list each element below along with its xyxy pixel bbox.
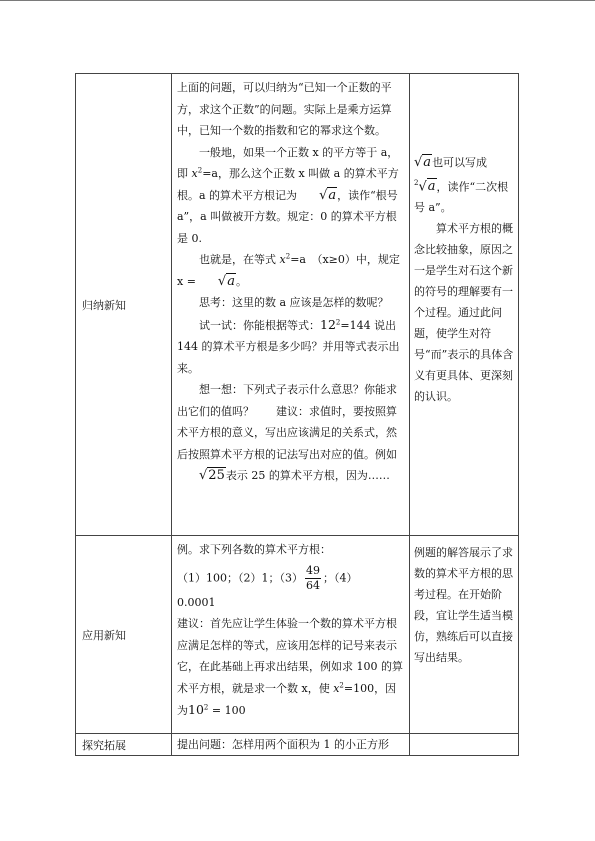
design-note-cell <box>410 74 519 536</box>
sqrt-25-symbol: √25 <box>199 468 225 483</box>
paragraph-think: 思考：这里的数 a 应该是怎样的数呢？ <box>199 296 389 309</box>
row-summarize-new-knowledge <box>76 74 519 536</box>
example-advice: 建议：首先应让学生体验一个数的算术平方根应满足怎样的等式，应该用怎样的记号来表示它，在此基础上再求出结果，例如求 100 的算术平方根，就是求一个数 x，使 $x^2=100$，因为$10^2 = 100$ <box>177 617 403 717</box>
row-label: 应用新知 <box>76 536 172 734</box>
note-explanation: 算术平方根的概念比较抽象，原因之一是学生对石这个新的符号的理解要有一个过程。通过此问题，使学生对符号“而”表示的具体含义有更具体、更深刻的认识。 <box>414 222 514 404</box>
sqrt-a-symbol: √a <box>319 187 337 203</box>
row-apply-new-knowledge <box>76 536 519 734</box>
sqrt-a-symbol: √a <box>217 273 235 289</box>
paragraph-definition: 一般地，如果一个正数 x 的平方等于 a，即 $x^2=a$，那么这个正数 x 叫做 a 的算术平方根。a 的算术平方根记为 √a，读作“根号 a”，a 叫做被开方数。规定：0 的算术平方根是 0. <box>177 145 399 245</box>
example-question: 例。求下列各数的算术平方根： <box>177 543 331 556</box>
paragraph-try: 试一试：你能根据等式：$12^2=144$ 说出 144 的算术平方根是多少吗？并用等式表示出来。 <box>177 316 400 375</box>
page-top-rule <box>0 0 595 1</box>
teaching-content-cell: 提出问题：怎样用两个面积为 1 的小正方形 <box>172 734 410 756</box>
row-label: 探究拓展 <box>76 734 172 756</box>
design-note-cell <box>410 734 519 756</box>
note-notation: √a也可以写成 $^2$√a，读作“二次根号 a”。 <box>414 152 514 218</box>
lesson-plan-table <box>75 73 519 756</box>
square-root-index-symbol: $^2$√a <box>414 179 436 195</box>
note-example: 例题的解答展示了求数的算术平方根的思考过程。在开始阶段，宜让学生适当模仿，熟练后可以直接写出结果。 <box>414 546 513 664</box>
row-explore-extend <box>76 734 519 756</box>
example-items: （1）100；（2）1；（3） $\frac{49}{64}$ ；（4） 0.0001 <box>177 563 358 609</box>
row-label: 归纳新知 <box>76 74 172 536</box>
paragraph-equation: 也就是，在等式 $x^2=a$ （x≥0）中，规定 x = √a。 <box>177 249 405 292</box>
teaching-content-cell <box>172 536 410 734</box>
paragraph-intro: 上面的问题，可以归纳为“已知一个正数的平方，求这个正数”的问题。实际上是乘方运算中，已知一个数的指数和它的幂求这个数。 <box>177 81 392 137</box>
teaching-content-cell <box>172 74 410 536</box>
fraction-49-64: $\frac{49}{64}$ <box>306 563 320 592</box>
sqrt-a-symbol: √a <box>414 155 432 170</box>
paragraph-reflect: 想一想：下列式子表示什么意思？你能求出它们的值吗？ 建议：求值时，要按照算术平方根的意义，写出应该满足的关系式，然后按照算术平方根的记法写出对应的值。例如√25表示 25 的算术平方根，因为…… <box>177 379 405 487</box>
design-note-cell <box>410 536 519 734</box>
